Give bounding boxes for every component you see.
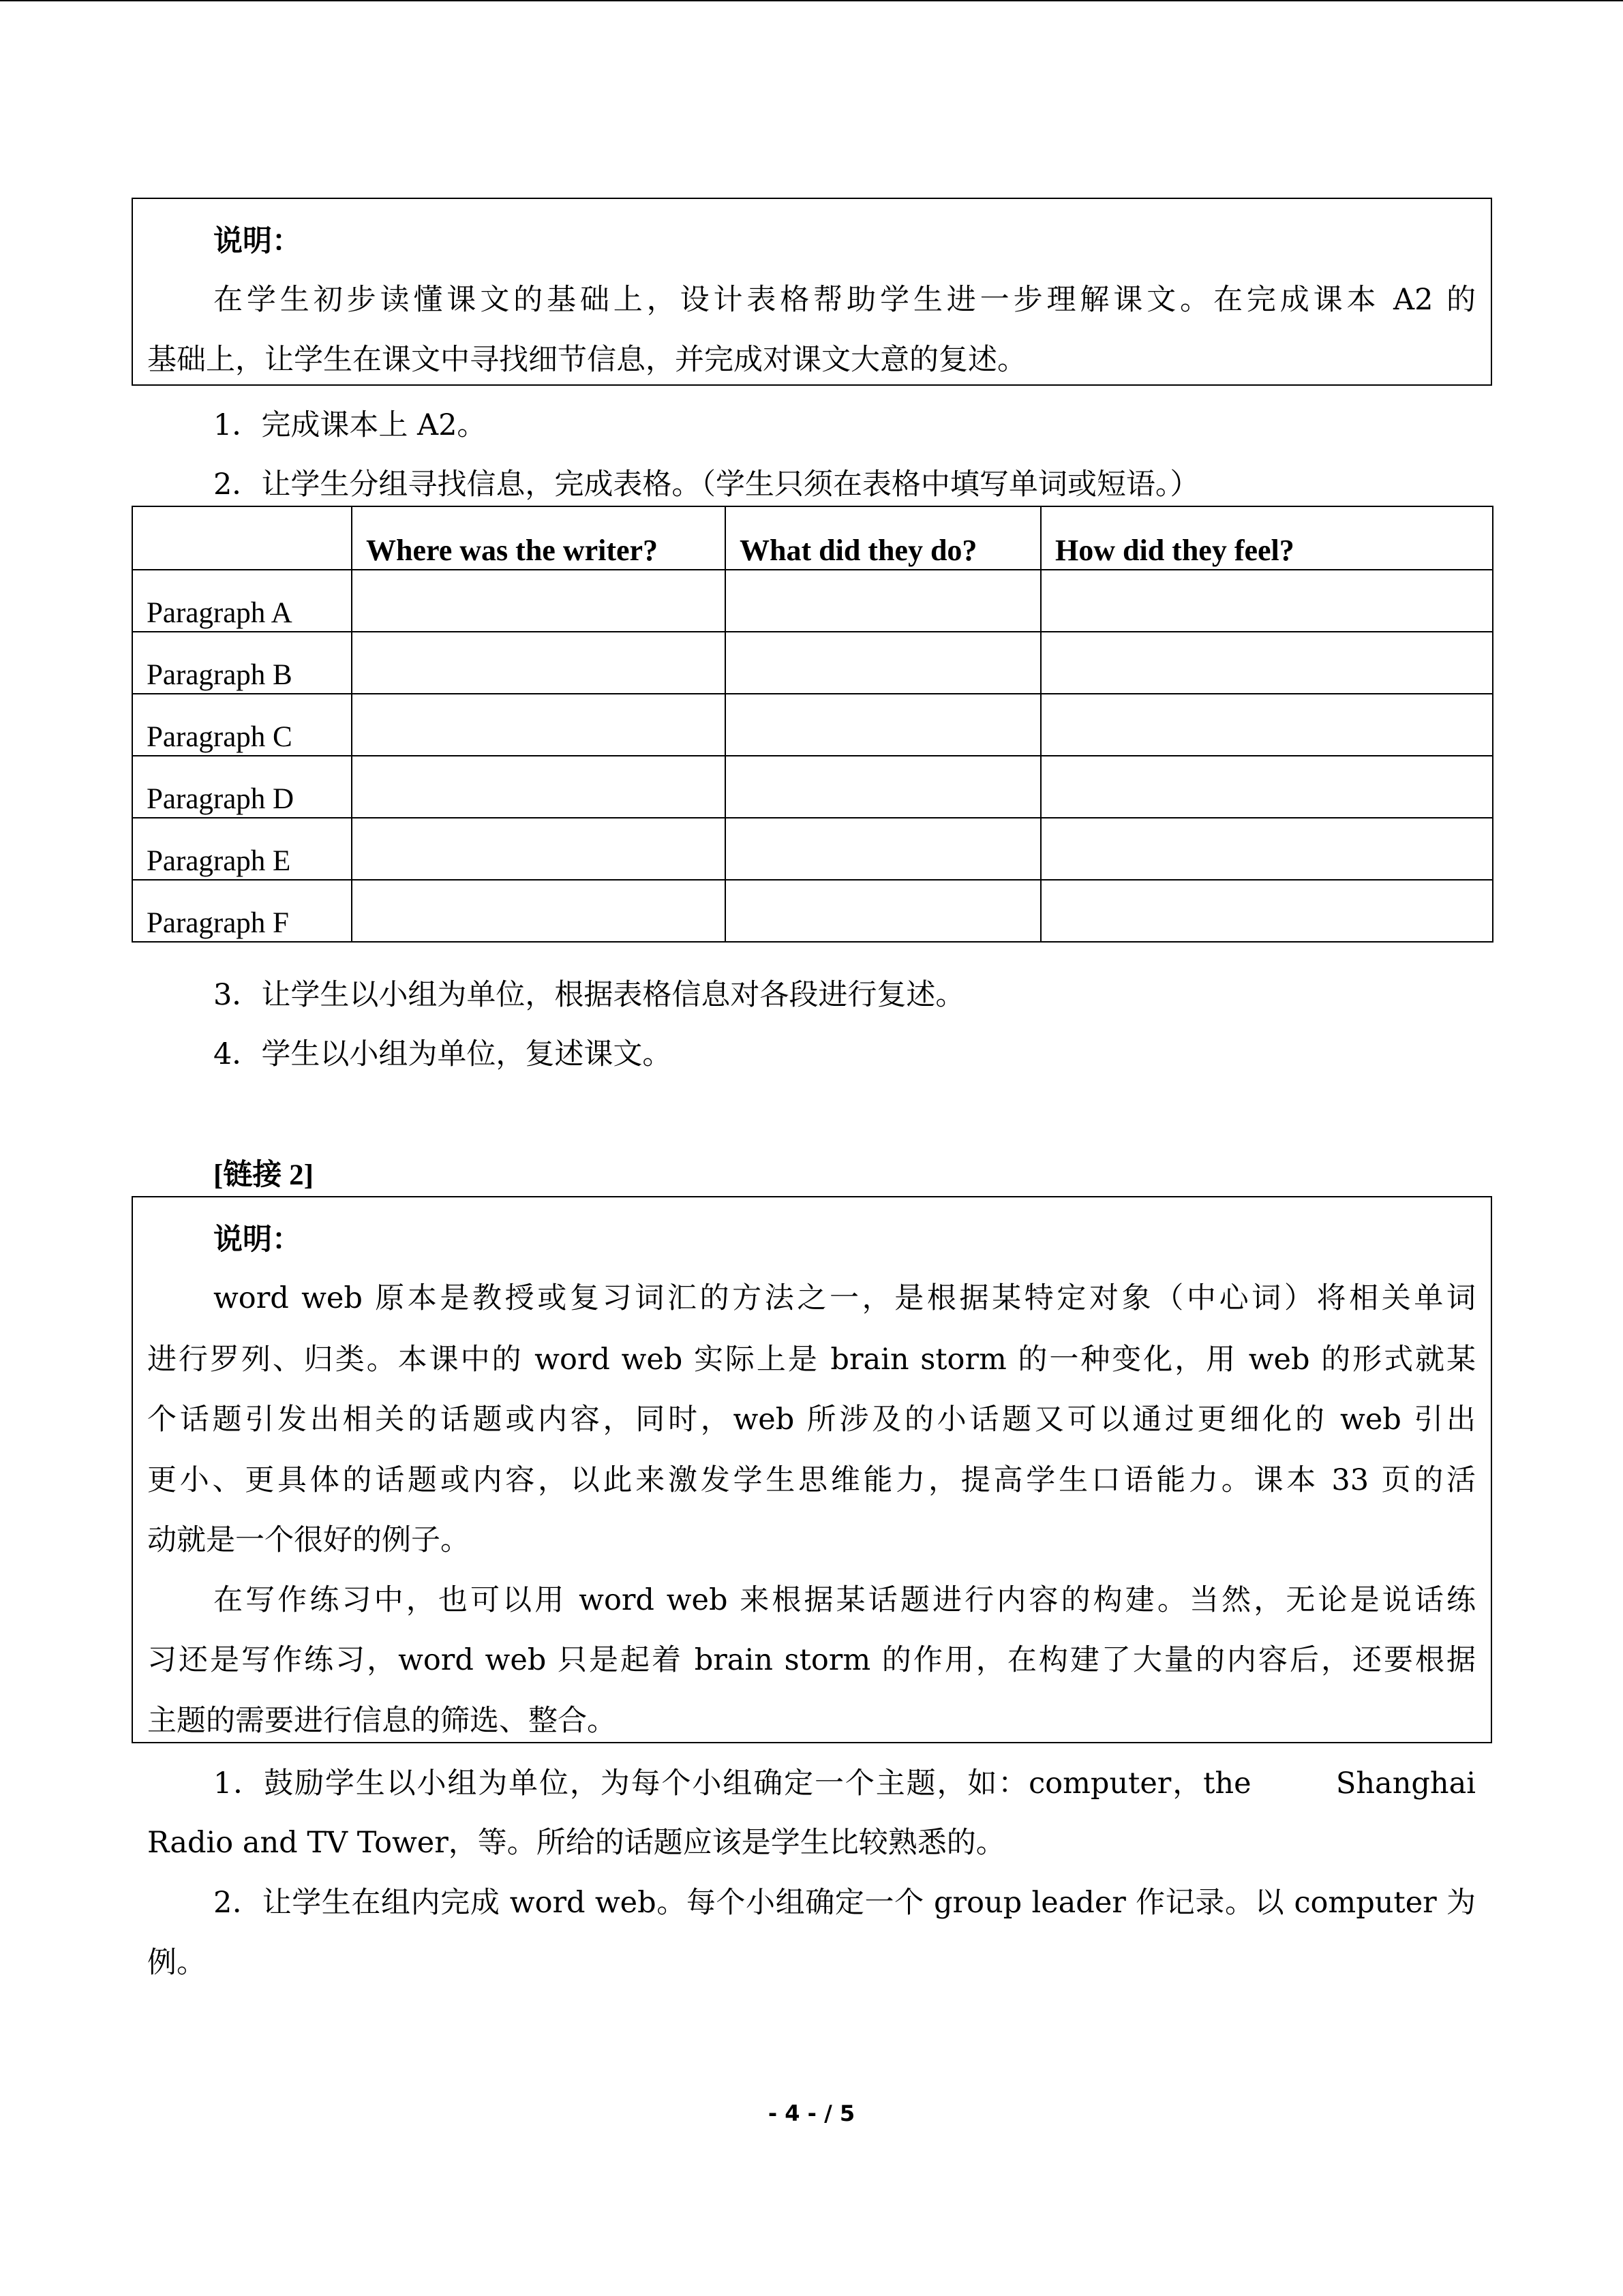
- empty-cell[interactable]: [725, 632, 1041, 694]
- box2-p2-line-3: 主题的需要进行信息的筛选、整合。: [147, 1704, 616, 1738]
- step-4: 4．学生以小组为单位，复述课文。: [213, 1037, 672, 1071]
- step-1: 1．完成课本上 A2。: [213, 408, 487, 442]
- page-number: - 4 - / 5: [768, 2100, 855, 2126]
- box1-heading: 说明：: [213, 224, 301, 258]
- box2-p1-line-2: 进行罗列、归类。本课中的 word web 实际上是 brain storm 的一种变化，用 web 的形式就某: [147, 1343, 1476, 1377]
- box1-line-1: 在学生初步读懂课文的基础上，设计表格帮助学生进一步理解课文。在完成课本 A2 的: [213, 283, 1476, 317]
- empty-cell[interactable]: [352, 570, 725, 632]
- table-header-cell: What did they do?: [725, 506, 1041, 570]
- empty-cell[interactable]: [1041, 818, 1493, 880]
- box2-p1-line-5: 动就是一个很好的例子。: [147, 1523, 470, 1557]
- empty-cell[interactable]: [1041, 694, 1493, 756]
- link-2-label: [链接 2]: [213, 1159, 314, 1191]
- box2-p1-line-3: 个话题引发出相关的话题或内容，同时，web 所涉及的小话题又可以通过更细化的 web 引出: [147, 1403, 1476, 1437]
- table-row: [132, 880, 1493, 942]
- empty-cell[interactable]: [1041, 632, 1493, 694]
- table-row: [132, 570, 1493, 632]
- table-row: [132, 632, 1493, 694]
- box2-p2-line-1: 在写作练习中，也可以用 word web 来根据某话题进行内容的构建。当然，无论是说话练: [213, 1583, 1476, 1617]
- table-header-cell: Where was the writer?: [352, 506, 725, 570]
- row-label: Paragraph B: [132, 632, 352, 694]
- box1-line-2: 基础上，让学生在课文中寻找细节信息，并完成对课文大意的复述。: [147, 343, 1027, 377]
- row-label: Paragraph E: [132, 818, 352, 880]
- step3-1-line-2: Radio and TV Tower，等。所给的话题应该是学生比较熟悉的。: [147, 1826, 1005, 1860]
- table-header-row: [132, 506, 1493, 570]
- paragraph-table: [132, 506, 1493, 943]
- empty-cell[interactable]: [1041, 756, 1493, 818]
- document-page: [0, 1, 1623, 2296]
- table-header-cell: [132, 506, 352, 570]
- empty-cell[interactable]: [725, 694, 1041, 756]
- box2-p1-line-1: word web 原本是教授或复习词汇的方法之一，是根据某特定对象（中心词）将相关单词: [213, 1281, 1476, 1315]
- empty-cell[interactable]: [725, 570, 1041, 632]
- row-label: Paragraph D: [132, 756, 352, 818]
- table-header-cell: How did they feel?: [1041, 506, 1493, 570]
- row-label: Paragraph F: [132, 880, 352, 942]
- step-3: 3．让学生以小组为单位，根据表格信息对各段进行复述。: [213, 978, 965, 1012]
- row-label: Paragraph A: [132, 570, 352, 632]
- table-row: [132, 694, 1493, 756]
- box2-p2-line-2: 习还是写作练习，word web 只是起着 brain storm 的作用，在构建了大量的内容后，还要根据: [147, 1643, 1476, 1677]
- step3-1-line-1: 1．鼓励学生以小组为单位，为每个小组确定一个主题，如：computer，the Shanghai: [213, 1766, 1476, 1801]
- empty-cell[interactable]: [352, 756, 725, 818]
- step3-2-line-2: 例。: [147, 1946, 206, 1980]
- empty-cell[interactable]: [352, 632, 725, 694]
- empty-cell[interactable]: [352, 694, 725, 756]
- empty-cell[interactable]: [1041, 880, 1493, 942]
- table-row: [132, 818, 1493, 880]
- empty-cell[interactable]: [725, 756, 1041, 818]
- empty-cell[interactable]: [352, 880, 725, 942]
- box2-p1-line-4: 更小、更具体的话题或内容，以此来激发学生思维能力，提高学生口语能力。课本 33 页的活: [147, 1463, 1476, 1497]
- step-2: 2．让学生分组寻找信息，完成表格。（学生只须在表格中填写单词或短语。）: [213, 468, 1200, 502]
- empty-cell[interactable]: [352, 818, 725, 880]
- table-row: [132, 756, 1493, 818]
- empty-cell[interactable]: [1041, 570, 1493, 632]
- step3-2-line-1: 2．让学生在组内完成 word web。每个小组确定一个 group leader 作记录。以 computer 为: [213, 1886, 1476, 1920]
- empty-cell[interactable]: [725, 880, 1041, 942]
- box2-heading: 说明：: [213, 1223, 301, 1257]
- empty-cell[interactable]: [725, 818, 1041, 880]
- row-label: Paragraph C: [132, 694, 352, 756]
